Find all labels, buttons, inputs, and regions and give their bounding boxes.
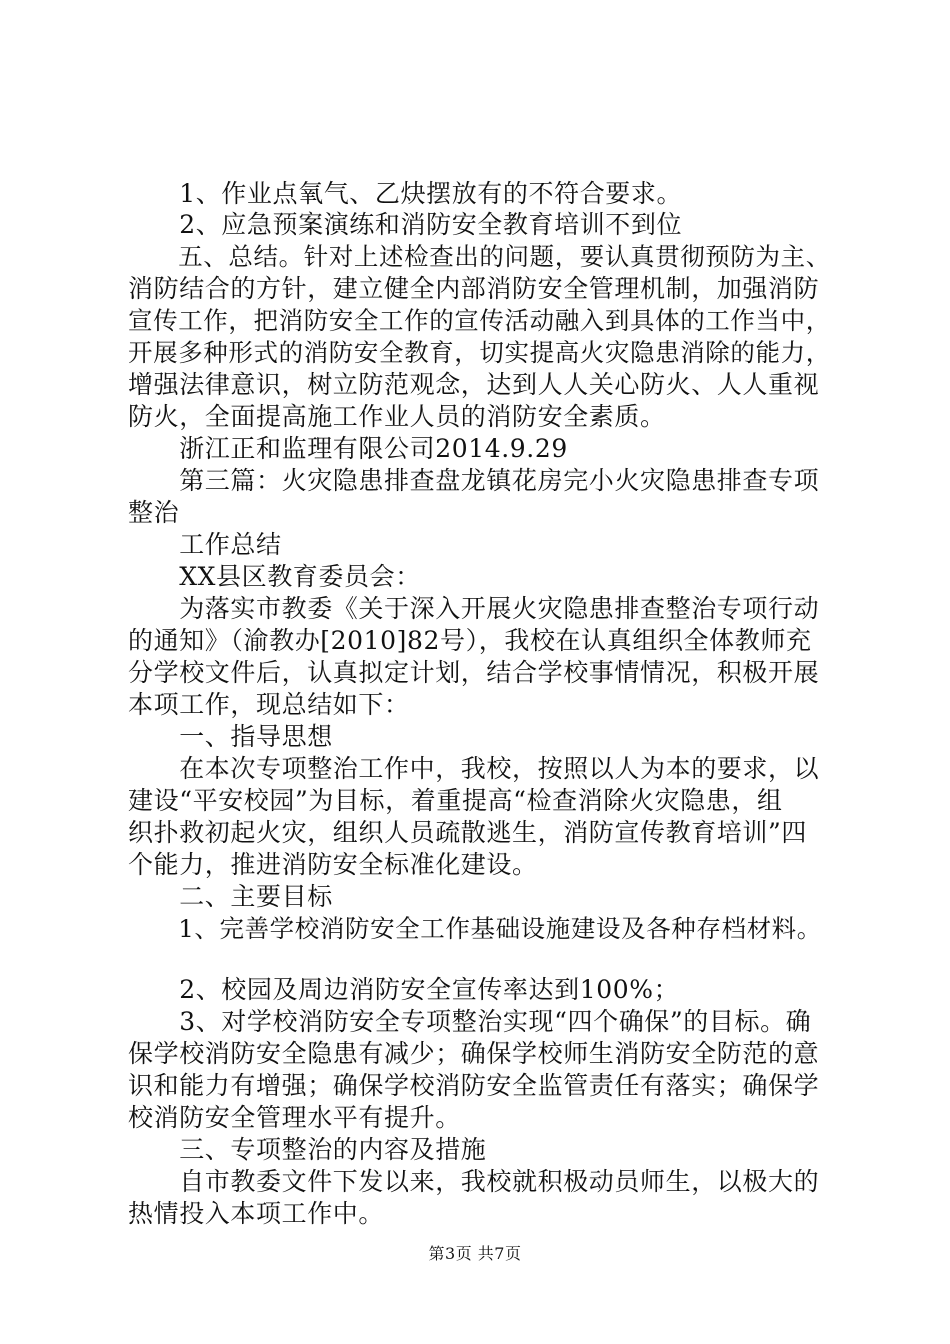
text-line: 宣传工作，把消防安全工作的宣传活动融入到具体的工作当中， [128,306,831,335]
text-line: XX县区教育委员会： [128,562,421,591]
text-line: 为落实市教委《关于深入开展火灾隐患排查整治专项行动 [128,594,820,623]
text-line: 识和能力有增强；确保学校消防安全监管责任有落实；确保学 [128,1071,820,1100]
text-line: 自市教委文件下发以来，我校就积极动员师生，以极大的 [128,1167,820,1196]
page-number-footer: 第3页 共7页 [428,1244,522,1263]
text-line: 建设“平安校园”为目标，着重提高“检查消除火灾隐患，组 [128,786,783,815]
text-line: 3、对学校消防安全专项整治实现“四个确保”的目标。确 [128,1007,812,1036]
text-line: 二、主要目标 [128,882,333,911]
text-line: 1、完善学校消防安全工作基础设施建设及各种存档材料。 [128,914,822,943]
text-line: 的通知》（渝教办[2010]82号），我校在认真组织全体教师充 [128,626,812,655]
text-line: 分学校文件后，认真拟定计划，结合学校事情情况，积极开展 [128,658,820,687]
text-line: 防火，全面提高施工作业人员的消防安全素质。 [128,402,666,431]
text-line: 2、应急预案演练和消防安全教育培训不到位 [128,210,683,239]
text-line: 校消防安全管理水平有提升。 [128,1103,461,1132]
text-line: 增强法律意识，树立防范观念，达到人人关心防火、人人重视 [128,370,820,399]
text-line: 在本次专项整治工作中，我校，按照以人为本的要求，以 [128,754,820,783]
section-heading: 整治 [128,498,180,527]
text-line: 本项工作，现总结如下： [128,690,410,719]
section-heading: 第三篇：火灾隐患排查盘龙镇花房完小火灾隐患排查专项 [128,466,820,495]
text-line: 1、作业点氧气、乙炔摆放有的不符合要求。 [128,179,683,208]
text-line: 一、指导思想 [128,722,333,751]
text-line: 五、总结。针对上述检查出的问题，要认真贯彻预防为主、 [128,242,831,271]
text-line: 开展多种形式的消防安全教育，切实提高火灾隐患消除的能力， [128,338,831,367]
text-line: 个能力，推进消防安全标准化建设。 [128,850,538,879]
text-line: 织扑救初起火灾，组织人员疏散逃生，消防宣传教育培训”四 [128,818,807,847]
text-line: 2、校园及周边消防安全宣传率达到100%； [128,975,680,1004]
text-line: 保学校消防安全隐患有减少；确保学校师生消防安全防范的意 [128,1039,820,1068]
text-line: 浙江正和监理有限公司2014.9.29 [128,434,568,463]
text-line: 消防结合的方针，建立健全内部消防安全管理机制，加强消防 [128,274,820,303]
text-line: 热情投入本项工作中。 [128,1199,385,1228]
section-heading: 工作总结 [128,530,282,559]
text-line: 三、专项整治的内容及措施 [128,1135,487,1164]
